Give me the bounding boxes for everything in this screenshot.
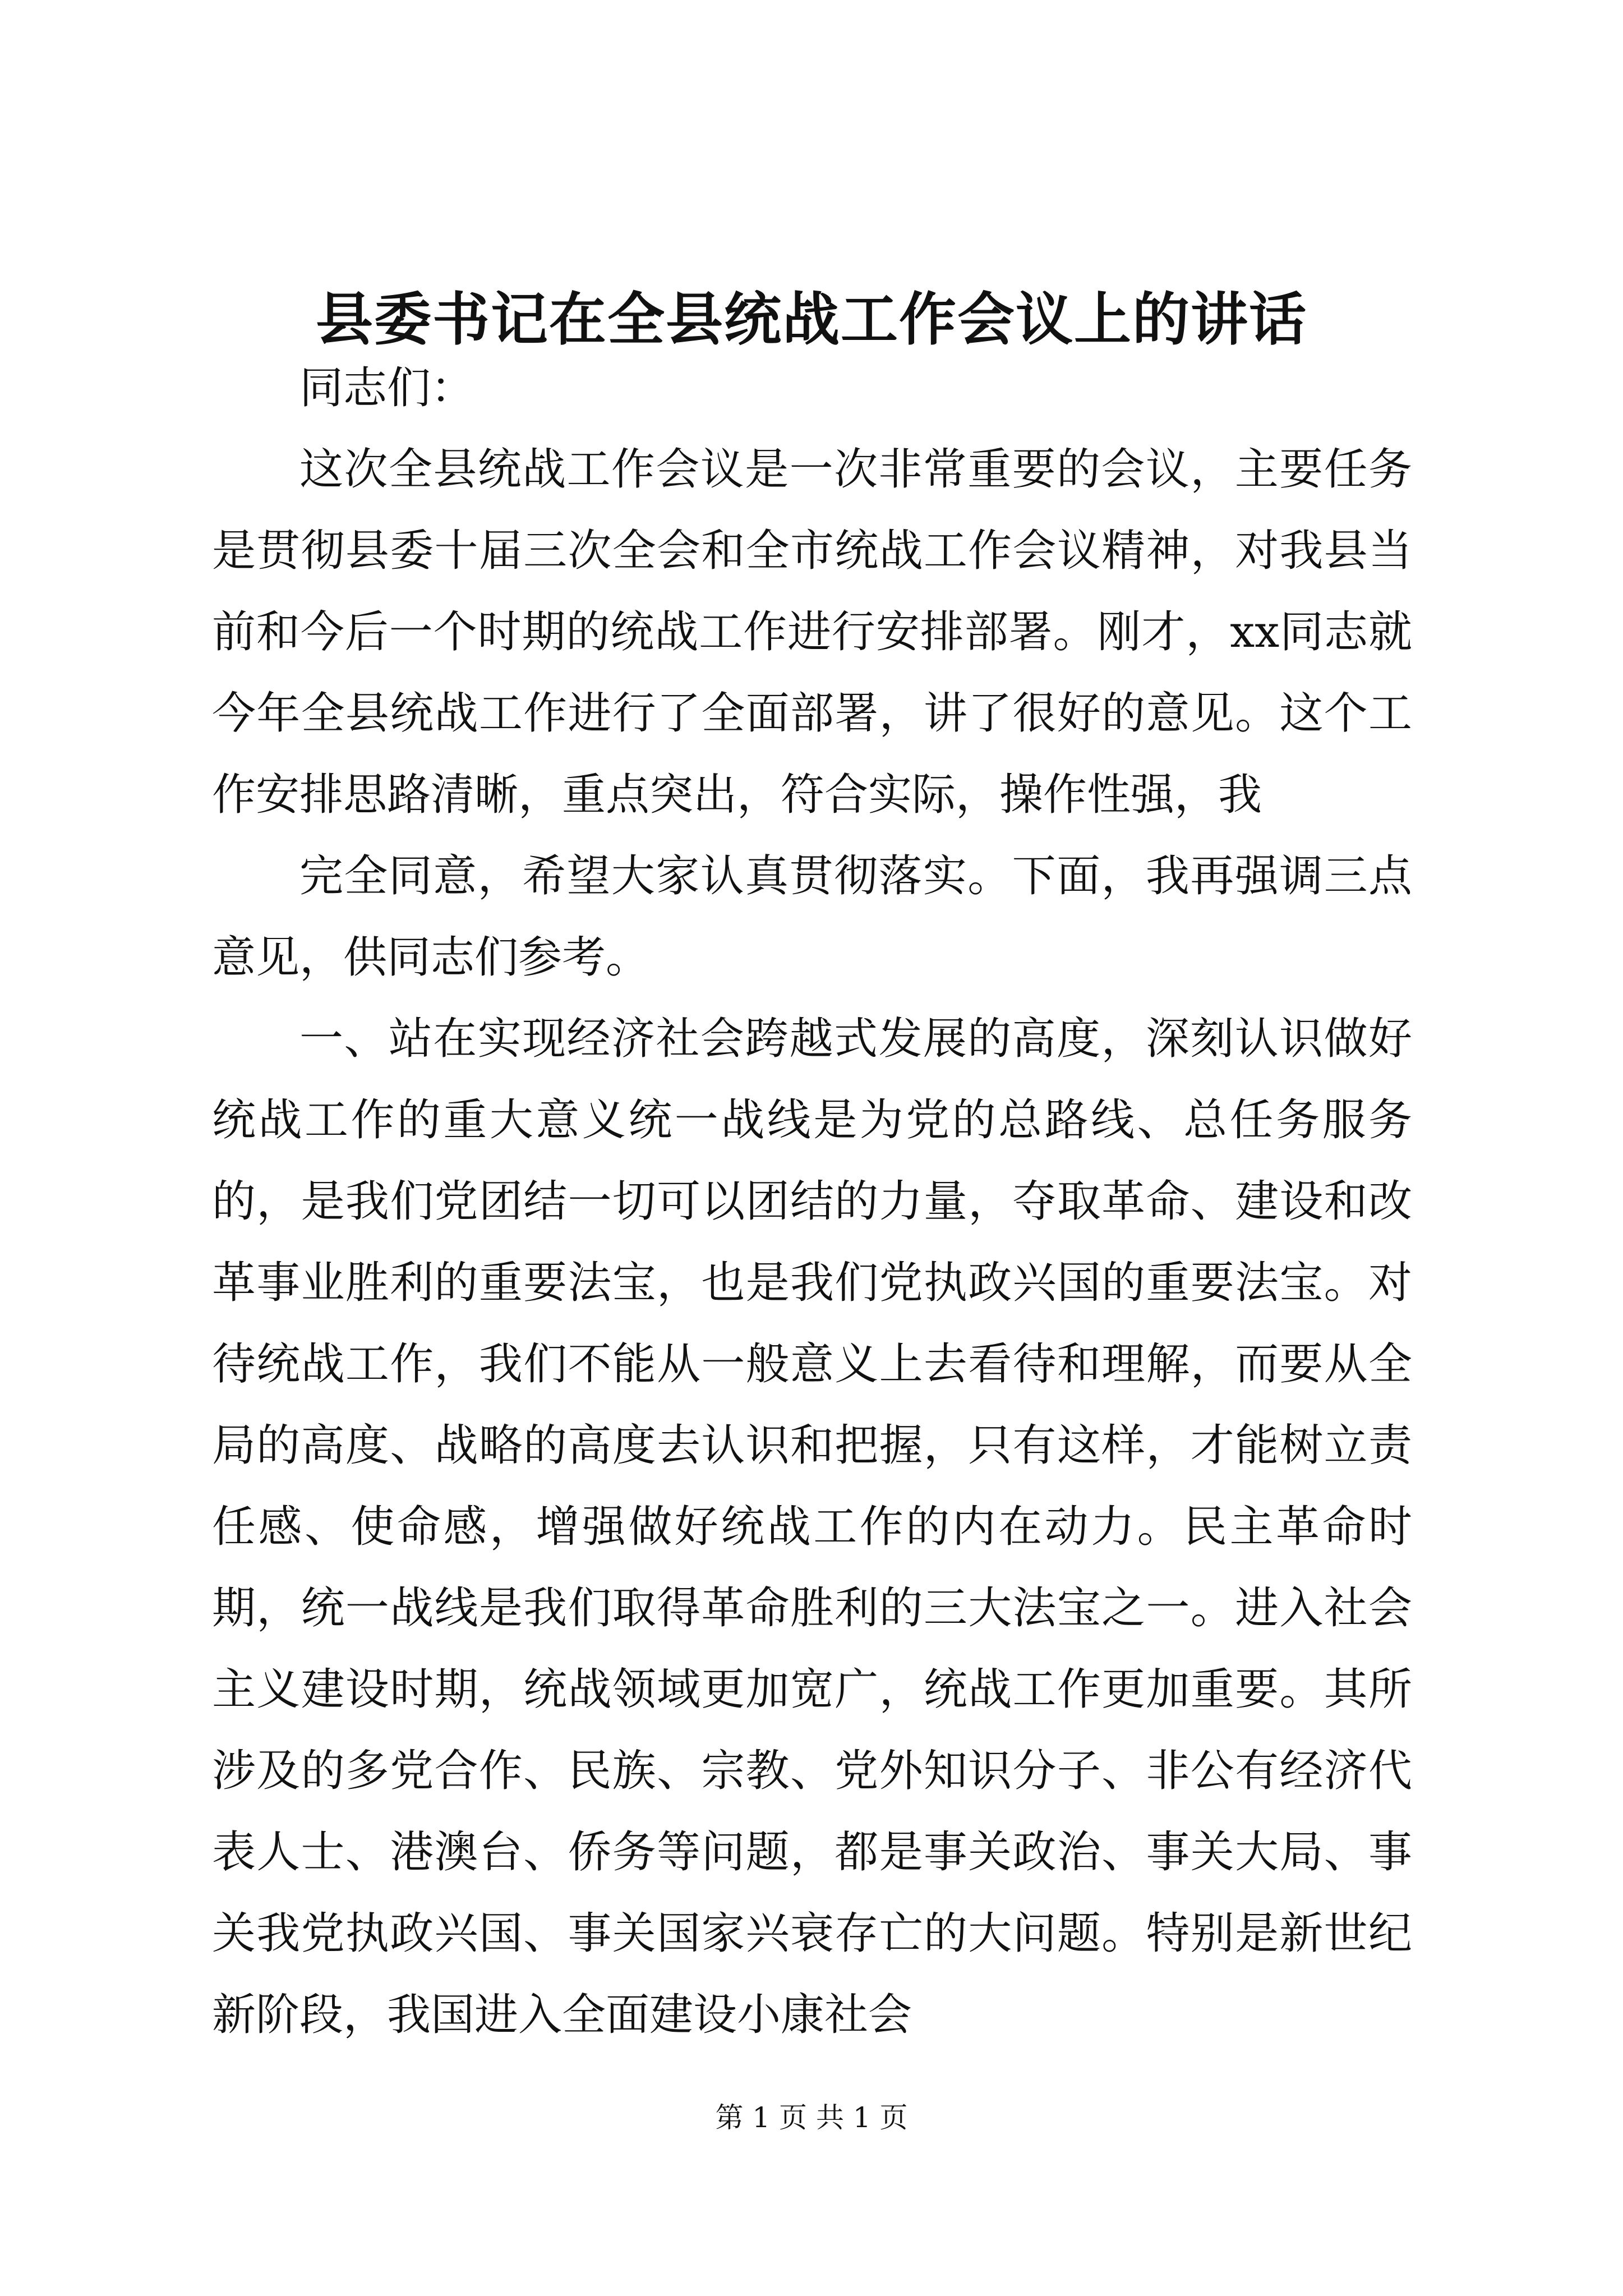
document-title: 县委书记在全县统战工作会议上的讲话 xyxy=(316,286,1307,353)
paragraph-2: 完全同意，希望大家认真贯彻落实。下面，我再强调三点意见，供同志们参考。 xyxy=(212,851,1412,983)
salutation: 同志们： xyxy=(299,363,475,413)
document-body xyxy=(212,348,1412,2056)
page-footer: 第 1 页 共 1 页 xyxy=(715,2101,908,2134)
paragraph-3: 一、站在实现经济社会跨越式发展的高度，深刻认识做好统战工作的重大意义统一战线是为党的总路线、总任务服务的，是我们党团结一切可以团结的力量，夺取革命、建设和改革事业胜利的重要法宝，也是我们党执政兴国的重要法宝。对待统战工作，我们不能从一般意义上去看待和理解，而要从全局的高度、战略的高度去认识和把握，只有这样，才能树立责任感、使命感，增强做好统战工作的内在动力。民主革命时期，统一战线是我们取得革命胜利的三大法宝之一。进入社会主义建设时期，统战领域更加宽广，统战工作更加重要。其所涉及的多党合作、民族、宗教、党外知识分子、非公有经济代表人士、港澳台、侨务等问题，都是事关政治、事关大局、事关我党执政兴国、事关国家兴衰存亡的大问题。特别是新世纪新阶段，我国进入全面建设小康社会 xyxy=(212,1014,1412,2040)
paragraph-1: 这次全县统战工作会议是一次非常重要的会议，主要任务是贯彻县委十届三次全会和全市统战工作会议精神，对我县当前和今后一个时期的统战工作进行安排部署。刚才，xx同志就今年全县统战工作进行了全面部署，讲了很好的意见。这个工作安排思路清晰，重点突出，符合实际，操作性强，我 xyxy=(212,444,1412,820)
